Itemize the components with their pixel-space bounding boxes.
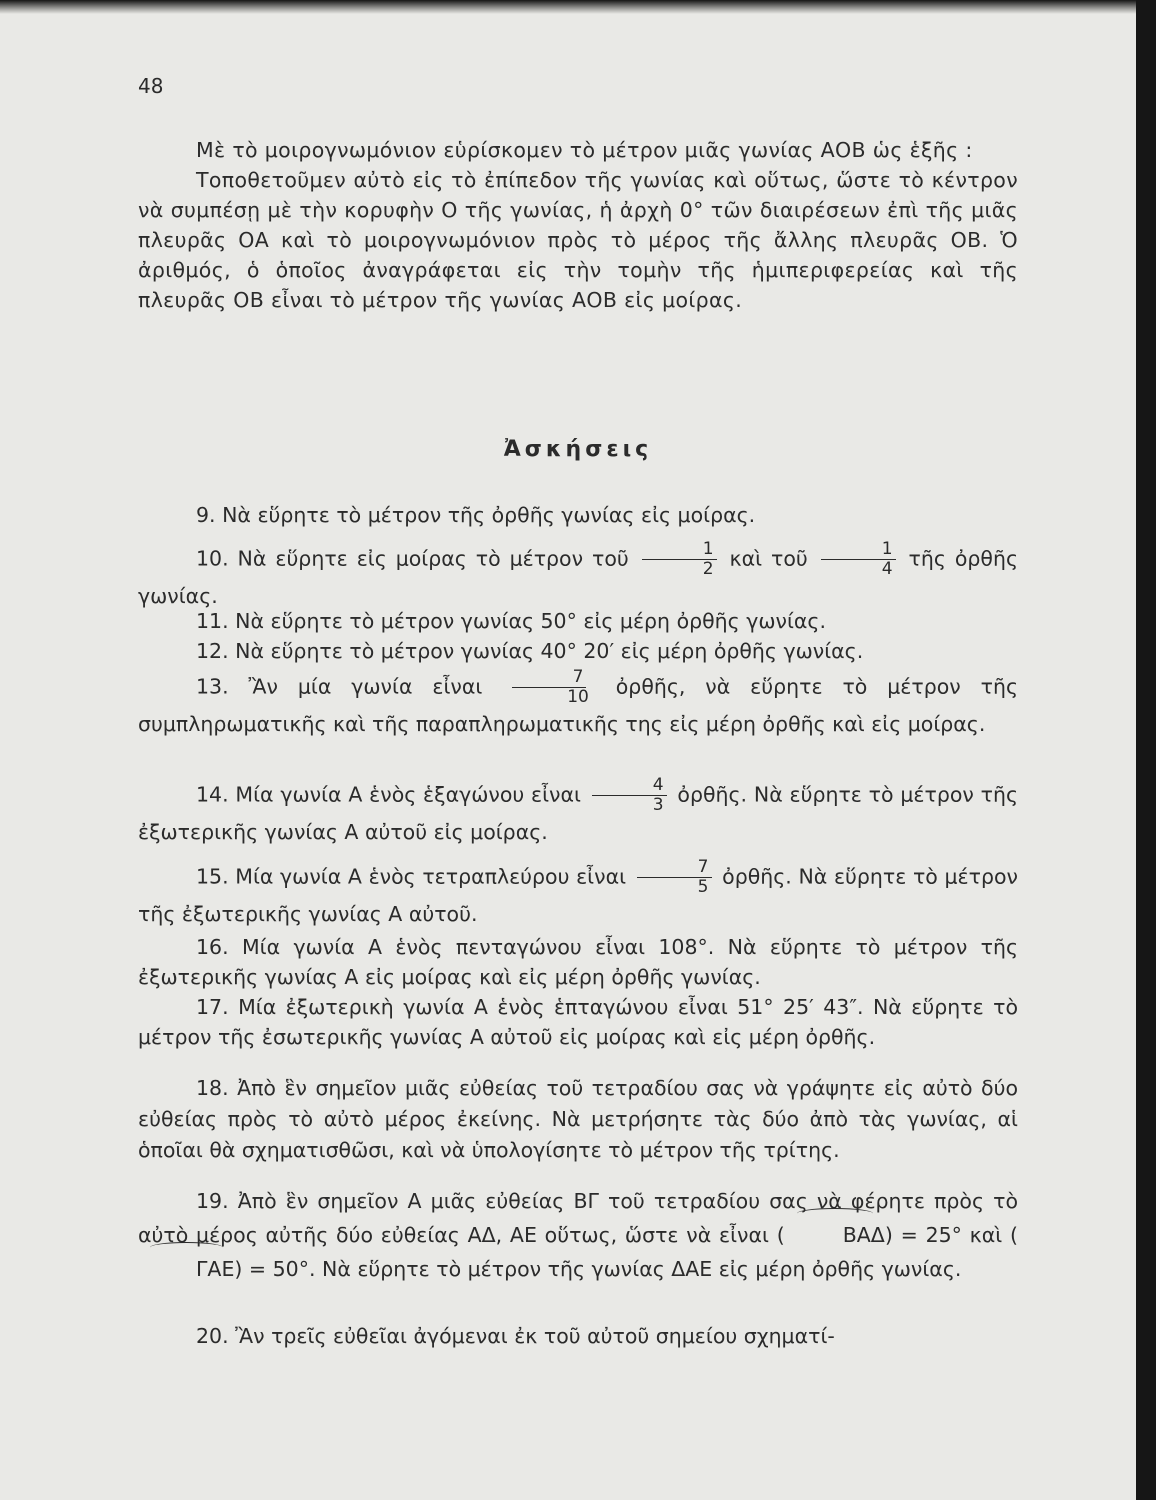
scan-top-edge: [0, 0, 1136, 14]
exercise-11-text: 11. Νὰ εὕρητε τὸ μέτρον γωνίας 50° εἰς μέρη ὀρθῆς γωνίας.: [196, 609, 826, 633]
fraction-1-2: $\frac{1}{2}$: [642, 540, 717, 579]
exercise-12: [138, 636, 1018, 666]
exercise-9: [138, 500, 1018, 530]
exercise-20-text: 20. Ἂν τρεῖς εὐθεῖαι ἀγόμεναι ἐκ τοῦ αὐτοῦ σημείου σχηματί-: [196, 1324, 835, 1348]
exercise-9-text: 9. Νὰ εὕρητε τὸ μέτρον τῆς ὀρθῆς γωνίας εἰς μοίρας.: [196, 503, 756, 527]
exercise-15-text-b: ὀρθῆς. Νὰ εὕρητε τὸ μέτρον τῆς ἐξωτερικῆς γωνίας Α αὐτοῦ.: [138, 864, 1018, 926]
angle-gae: ΓΑΕ: [138, 1252, 234, 1286]
exercise-14: [138, 776, 1018, 849]
exercise-16: [138, 932, 1018, 992]
exercise-17-text: 17. Μία ἐξωτερικὴ γωνία Α ἑνὸς ἑπταγώνου εἶναι 51° 25′ 43″. Νὰ εὕρητε τὸ μέτρον τῆς ἐσωτερικῆς γωνίας Α αὐτοῦ εἰς μοίρας καὶ εἰς μέρη ὀρθῆς.: [138, 995, 1018, 1049]
exercise-10: [138, 540, 1018, 613]
exercise-10-text-c: τῆς ὀρθῆς γωνίας.: [138, 546, 1018, 608]
exercise-13-text-a: 13. Ἂν μία γωνία εἶναι: [196, 674, 483, 699]
exercise-16-text: 16. Μία γωνία Α ἑνὸς πενταγώνου εἶναι 108°. Νὰ εὕρητε τὸ μέτρον τῆς ἐξωτερικῆς γωνίας Α εἰς μοίρας καὶ εἰς μέρη ὀρθῆς γωνίας.: [138, 935, 1018, 989]
intro-section: [138, 135, 1018, 315]
exercise-18: [138, 1073, 1018, 1166]
fraction-4-3: $\frac{4}{3}$: [592, 776, 667, 815]
page-number: 48: [138, 74, 164, 98]
fraction-7-5: $\frac{7}{5}$: [637, 858, 712, 897]
exercise-19-text-b: ) = 25° καὶ (: [884, 1223, 1018, 1247]
exercise-18-text: 18. Ἀπὸ ἓν σημεῖον μιᾶς εὐθείας τοῦ τετραδίου σας νὰ γράψητε εἰς αὐτὸ δύο εὐθείας πρὸς τὸ αὐτὸ μέρος ἐκείνης. Νὰ μετρήσητε τὰς δύο ἀπὸ τὰς γωνίας, αἱ ὁποῖαι θὰ σχηματισθῶσι, καὶ νὰ ὑπολογίσητε τὸ μέτρον τῆς τρίτης.: [138, 1076, 1018, 1162]
scan-right-edge: [1136, 0, 1156, 1500]
exercise-19: [138, 1184, 1018, 1286]
exercises-heading: Ἀσκήσεις: [503, 437, 653, 462]
exercise-15-text-a: 15. Μία γωνία Α ἑνὸς τετραπλεύρου εἶναι: [196, 864, 627, 889]
exercise-14-text-a: 14. Μία γωνία Α ἑνὸς ἑξαγώνου εἶναι: [196, 782, 581, 807]
intro-paragraph-2: Τοποθετοῦμεν αὐτὸ εἰς τὸ ἐπίπεδον τῆς γωνίας καὶ οὕτως, ὥστε τὸ κέντρον νὰ συμπέσῃ μὲ τὴν κορυφὴν Ο τῆς γωνίας, ἡ ἀρχὴ 0° τῶν διαιρέσεων ἐπὶ τῆς μιᾶς πλευρᾶς ΟΑ καὶ τὸ μοιρογνωμόνιον πρὸς τὸ μέρος τῆς ἄλλης πλευρᾶς ΟΒ. Ὁ ἀριθμός, ὁ ὁποῖος ἀναγράφεται εἰς τὴν τομὴν τῆς ἡμιπεριφερείας καὶ τῆς πλευρᾶς ΟΒ εἶναι τὸ μέτρον τῆς γωνίας ΑΟΒ εἰς μοίρας.: [138, 168, 1018, 312]
exercise-20: [138, 1321, 1018, 1351]
exercise-12-text: 12. Νὰ εὕρητε τὸ μέτρον γωνίας 40° 20′ εἰς μέρη ὀρθῆς γωνίας.: [196, 639, 864, 663]
exercise-13: [138, 668, 1018, 741]
exercise-11: [138, 606, 1018, 636]
exercise-15: [138, 858, 1018, 931]
exercise-10-text-a: 10. Νὰ εὕρητε εἰς μοίρας τὸ μέτρον τοῦ: [196, 546, 629, 571]
exercise-10-text-b: καὶ τοῦ: [729, 546, 808, 571]
exercise-14-text-b: ὀρθῆς. Νὰ εὕρητε τὸ μέτρον τῆς ἐξωτερικῆς γωνίας Α αὐτοῦ εἰς μοίρας.: [138, 782, 1018, 844]
exercise-17: [138, 992, 1018, 1052]
exercise-13-text-b: ὀρθῆς, νὰ εὕρητε τὸ μέτρον τῆς συμπληρωματικῆς καὶ τῆς παραπληρωματικῆς της εἰς μέρη ὀρθῆς καὶ εἰς μοίρας.: [138, 674, 1018, 736]
exercise-19-text-a: 19. Ἀπὸ ἓν σημεῖον Α μιᾶς εὐθείας ΒΓ τοῦ τετραδίου σας νὰ φέρητε πρὸς τὸ αὐτὸ μέρος αὐτῆς δύο εὐθείας ΑΔ, ΑΕ οὕτως, ὥστε νὰ εἶναι (: [138, 1189, 1018, 1247]
angle-bad: ΒΑΔ: [785, 1218, 885, 1252]
exercise-19-text-c: ) = 50°. Νὰ εὕρητε τὸ μέτρον τῆς γωνίας ΔΑΕ εἰς μέρη ὀρθῆς γωνίας.: [234, 1257, 962, 1281]
fraction-1-4: $\frac{1}{4}$: [821, 540, 896, 579]
fraction-7-10: $\frac{7}{10}$: [506, 668, 592, 707]
intro-paragraph-1: Μὲ τὸ μοιρογνωμόνιον εὑρίσκομεν τὸ μέτρον μιᾶς γωνίας ΑΟΒ ὡς ἑξῆς :: [196, 138, 973, 162]
